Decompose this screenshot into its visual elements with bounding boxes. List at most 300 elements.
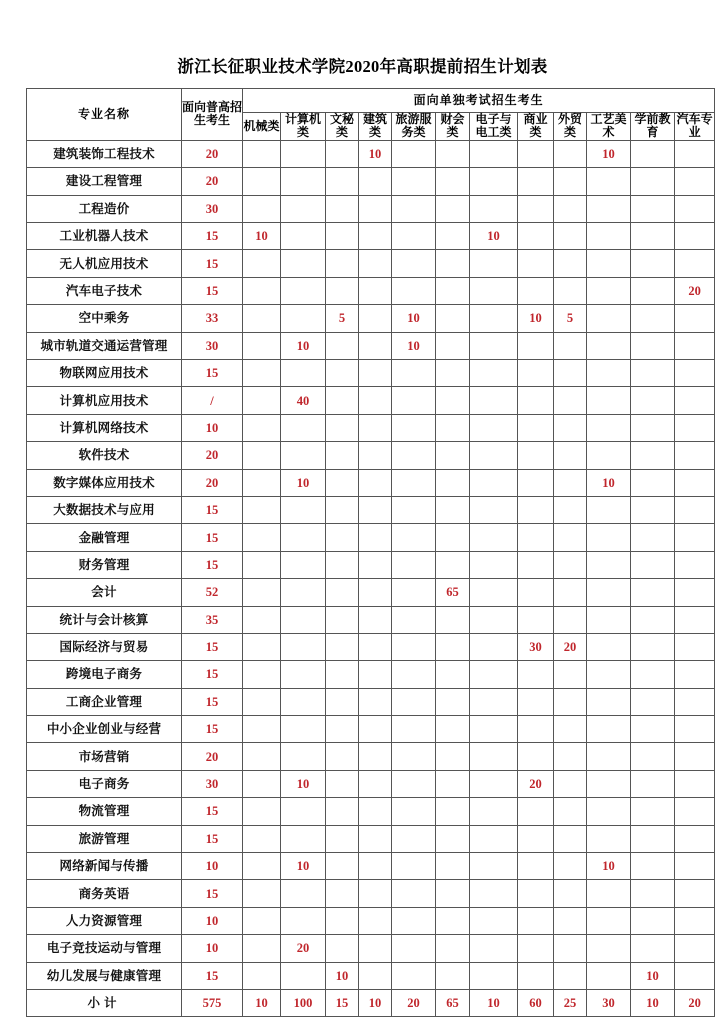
category-quota-cell: [554, 168, 587, 195]
major-name-cell: 大数据技术与应用: [27, 496, 182, 523]
category-quota-cell: [518, 716, 554, 743]
category-quota-cell: [392, 140, 436, 167]
general-admission-cell: 30: [182, 770, 243, 797]
table-body: [27, 140, 715, 1017]
category-quota-cell: [518, 442, 554, 469]
category-quota-cell: [326, 551, 359, 578]
major-name-cell: 中小企业创业与经营: [27, 716, 182, 743]
category-quota-cell: 20: [281, 935, 326, 962]
category-quota-cell: [631, 195, 675, 222]
category-quota-cell: 10: [470, 223, 518, 250]
category-quota-cell: [554, 907, 587, 934]
category-quota-cell: [359, 496, 392, 523]
major-name-cell: 物联网应用技术: [27, 360, 182, 387]
major-name-cell: 市场营销: [27, 743, 182, 770]
table-row: [27, 770, 715, 797]
table-row: [27, 880, 715, 907]
category-quota-cell: [587, 551, 631, 578]
category-quota-cell: [392, 250, 436, 277]
category-quota-cell: 5: [326, 305, 359, 332]
category-quota-cell: [470, 688, 518, 715]
category-quota-cell: [518, 469, 554, 496]
header-row-top: [27, 89, 715, 113]
category-quota-cell: [470, 825, 518, 852]
category-quota-cell: [436, 360, 470, 387]
general-admission-cell: 15: [182, 661, 243, 688]
category-quota-cell: [470, 387, 518, 414]
general-admission-cell: 15: [182, 688, 243, 715]
category-quota-cell: [392, 277, 436, 304]
category-quota-cell: [359, 195, 392, 222]
category-quota-cell: [359, 414, 392, 441]
category-quota-cell: [436, 524, 470, 551]
major-name-cell: 建设工程管理: [27, 168, 182, 195]
table-row: [27, 469, 715, 496]
category-quota-cell: [587, 907, 631, 934]
category-quota-cell: [631, 168, 675, 195]
general-admission-cell: 15: [182, 551, 243, 578]
category-quota-cell: [554, 496, 587, 523]
category-quota-cell: [359, 743, 392, 770]
general-admission-cell: 575: [182, 989, 243, 1016]
category-quota-cell: [243, 332, 281, 359]
category-quota-cell: [554, 414, 587, 441]
category-quota-cell: [392, 935, 436, 962]
category-quota-cell: [587, 962, 631, 989]
category-quota-cell: [281, 496, 326, 523]
category-quota-cell: [587, 250, 631, 277]
category-quota-cell: [470, 277, 518, 304]
category-quota-cell: [631, 743, 675, 770]
category-quota-cell: [326, 606, 359, 633]
category-quota-cell: [675, 140, 715, 167]
header-category-machinery: 机械类: [243, 113, 281, 141]
category-quota-cell: [470, 442, 518, 469]
category-quota-cell: [554, 688, 587, 715]
category-quota-cell: [631, 798, 675, 825]
category-quota-cell: [392, 853, 436, 880]
category-quota-cell: [470, 743, 518, 770]
category-quota-cell: [281, 606, 326, 633]
category-quota-cell: [470, 880, 518, 907]
header-category-foreign-trade: 外贸类: [554, 113, 587, 141]
category-quota-cell: [631, 661, 675, 688]
plan-table-wrap: [26, 88, 713, 1017]
category-quota-cell: [359, 579, 392, 606]
category-quota-cell: [631, 250, 675, 277]
category-quota-cell: [587, 414, 631, 441]
category-quota-cell: [359, 661, 392, 688]
major-name-cell: 幼儿发展与健康管理: [27, 962, 182, 989]
category-quota-cell: [359, 360, 392, 387]
category-quota-cell: 10: [359, 140, 392, 167]
category-quota-cell: 15: [326, 989, 359, 1016]
category-quota-cell: [359, 633, 392, 660]
category-quota-cell: [436, 332, 470, 359]
general-admission-cell: 15: [182, 496, 243, 523]
category-quota-cell: [587, 360, 631, 387]
category-quota-cell: [326, 223, 359, 250]
table-row: [27, 305, 715, 332]
category-quota-cell: [631, 140, 675, 167]
category-quota-cell: [436, 387, 470, 414]
category-quota-cell: [392, 496, 436, 523]
category-quota-cell: [518, 277, 554, 304]
category-quota-cell: [326, 332, 359, 359]
major-name-cell: 人力资源管理: [27, 907, 182, 934]
category-quota-cell: [281, 798, 326, 825]
general-admission-cell: 15: [182, 962, 243, 989]
category-quota-cell: 10: [587, 853, 631, 880]
category-quota-cell: [587, 743, 631, 770]
category-quota-cell: [631, 496, 675, 523]
category-quota-cell: [631, 688, 675, 715]
category-quota-cell: [392, 798, 436, 825]
category-quota-cell: [470, 579, 518, 606]
category-quota-cell: [587, 387, 631, 414]
category-quota-cell: [675, 250, 715, 277]
category-quota-cell: [392, 907, 436, 934]
category-quota-cell: [281, 716, 326, 743]
category-quota-cell: [554, 524, 587, 551]
category-quota-cell: [392, 551, 436, 578]
category-quota-cell: [392, 524, 436, 551]
table-row: [27, 524, 715, 551]
category-quota-cell: [436, 743, 470, 770]
category-quota-cell: [436, 688, 470, 715]
table-row: [27, 414, 715, 441]
category-quota-cell: [554, 551, 587, 578]
category-quota-cell: [392, 716, 436, 743]
table-row: [27, 140, 715, 167]
category-quota-cell: [281, 825, 326, 852]
category-quota-cell: [281, 579, 326, 606]
general-admission-cell: 10: [182, 414, 243, 441]
category-quota-cell: [675, 168, 715, 195]
category-quota-cell: [326, 633, 359, 660]
table-row: [27, 907, 715, 934]
major-name-cell: 跨境电子商务: [27, 661, 182, 688]
category-quota-cell: [359, 223, 392, 250]
category-quota-cell: [436, 633, 470, 660]
category-quota-cell: [631, 414, 675, 441]
category-quota-cell: [631, 277, 675, 304]
header-category-preschool: 学前教育: [631, 113, 675, 141]
general-admission-cell: 15: [182, 880, 243, 907]
category-quota-cell: [675, 524, 715, 551]
table-row: [27, 332, 715, 359]
category-quota-cell: [392, 195, 436, 222]
table-row: [27, 661, 715, 688]
category-quota-cell: [518, 387, 554, 414]
category-quota-cell: [675, 770, 715, 797]
category-quota-cell: [436, 853, 470, 880]
category-quota-cell: [587, 770, 631, 797]
category-quota-cell: 100: [281, 989, 326, 1016]
general-admission-cell: 10: [182, 935, 243, 962]
category-quota-cell: [359, 770, 392, 797]
category-quota-cell: [518, 962, 554, 989]
category-quota-cell: [243, 250, 281, 277]
category-quota-cell: [554, 770, 587, 797]
category-quota-cell: [587, 606, 631, 633]
category-quota-cell: 10: [631, 962, 675, 989]
category-quota-cell: [470, 770, 518, 797]
header-category-electronics: 电子与电工类: [470, 113, 518, 141]
table-row: [27, 277, 715, 304]
major-name-cell: 财务管理: [27, 551, 182, 578]
general-admission-cell: 52: [182, 579, 243, 606]
general-admission-cell: 20: [182, 140, 243, 167]
category-quota-cell: [243, 798, 281, 825]
category-quota-cell: [470, 360, 518, 387]
category-quota-cell: [631, 935, 675, 962]
category-quota-cell: [326, 442, 359, 469]
category-quota-cell: [326, 277, 359, 304]
category-quota-cell: [436, 305, 470, 332]
category-quota-cell: [243, 496, 281, 523]
category-quota-cell: 10: [392, 305, 436, 332]
major-name-cell: 物流管理: [27, 798, 182, 825]
category-quota-cell: [470, 716, 518, 743]
header-category-computer: 计算机类: [281, 113, 326, 141]
category-quota-cell: [470, 935, 518, 962]
major-name-cell: 电子竞技运动与管理: [27, 935, 182, 962]
category-quota-cell: [392, 414, 436, 441]
category-quota-cell: [518, 524, 554, 551]
category-quota-cell: [243, 168, 281, 195]
category-quota-cell: [518, 661, 554, 688]
category-quota-cell: [243, 305, 281, 332]
category-quota-cell: [243, 907, 281, 934]
category-quota-cell: [554, 825, 587, 852]
category-quota-cell: [392, 606, 436, 633]
table-row: [27, 195, 715, 222]
category-quota-cell: [470, 524, 518, 551]
category-quota-cell: [554, 743, 587, 770]
category-quota-cell: [518, 579, 554, 606]
category-quota-cell: [675, 606, 715, 633]
general-admission-cell: 10: [182, 853, 243, 880]
category-quota-cell: [243, 442, 281, 469]
category-quota-cell: [436, 140, 470, 167]
category-quota-cell: [518, 332, 554, 359]
category-quota-cell: 60: [518, 989, 554, 1016]
general-admission-cell: 30: [182, 332, 243, 359]
category-quota-cell: [359, 305, 392, 332]
category-quota-cell: [631, 469, 675, 496]
category-quota-cell: [631, 551, 675, 578]
category-quota-cell: [470, 798, 518, 825]
category-quota-cell: [436, 880, 470, 907]
category-quota-cell: [281, 551, 326, 578]
table-row: [27, 442, 715, 469]
category-quota-cell: 10: [281, 332, 326, 359]
category-quota-cell: [470, 962, 518, 989]
category-quota-cell: [359, 332, 392, 359]
category-quota-cell: 10: [359, 989, 392, 1016]
category-quota-cell: [281, 743, 326, 770]
category-quota-cell: [359, 551, 392, 578]
category-quota-cell: [587, 195, 631, 222]
major-name-cell: 城市轨道交通运营管理: [27, 332, 182, 359]
category-quota-cell: [326, 579, 359, 606]
general-admission-cell: 35: [182, 606, 243, 633]
major-name-cell: 数字媒体应用技术: [27, 469, 182, 496]
category-quota-cell: [243, 414, 281, 441]
major-name-cell: 空中乘务: [27, 305, 182, 332]
category-quota-cell: 10: [281, 469, 326, 496]
category-quota-cell: [281, 168, 326, 195]
category-quota-cell: [436, 716, 470, 743]
category-quota-cell: [470, 140, 518, 167]
category-quota-cell: [675, 880, 715, 907]
category-quota-cell: [518, 935, 554, 962]
category-quota-cell: [554, 880, 587, 907]
category-quota-cell: [587, 716, 631, 743]
table-row: [27, 633, 715, 660]
table-row: [27, 962, 715, 989]
category-quota-cell: 20: [675, 277, 715, 304]
category-quota-cell: [326, 770, 359, 797]
table-row: [27, 825, 715, 852]
category-quota-cell: [675, 633, 715, 660]
category-quota-cell: [243, 551, 281, 578]
category-quota-cell: 10: [243, 223, 281, 250]
category-quota-cell: [554, 798, 587, 825]
category-quota-cell: 65: [436, 579, 470, 606]
category-quota-cell: [281, 414, 326, 441]
category-quota-cell: [281, 688, 326, 715]
category-quota-cell: [675, 798, 715, 825]
category-quota-cell: [392, 168, 436, 195]
table-row: [27, 223, 715, 250]
category-quota-cell: [631, 332, 675, 359]
category-quota-cell: [631, 853, 675, 880]
general-admission-cell: 33: [182, 305, 243, 332]
header-category-commerce: 商业类: [518, 113, 554, 141]
category-quota-cell: [631, 360, 675, 387]
category-quota-cell: [675, 716, 715, 743]
category-quota-cell: [359, 469, 392, 496]
category-quota-cell: [281, 524, 326, 551]
category-quota-cell: [631, 716, 675, 743]
table-row: [27, 387, 715, 414]
header-category-secretarial: 文秘类: [326, 113, 359, 141]
category-quota-cell: 20: [518, 770, 554, 797]
general-admission-cell: 30: [182, 195, 243, 222]
category-quota-cell: [436, 250, 470, 277]
category-quota-cell: [675, 469, 715, 496]
header-category-automotive: 汽车专业: [675, 113, 715, 141]
category-quota-cell: [470, 195, 518, 222]
category-quota-cell: [436, 661, 470, 688]
table-row: [27, 935, 715, 962]
category-quota-cell: [631, 880, 675, 907]
category-quota-cell: [243, 140, 281, 167]
category-quota-cell: [243, 387, 281, 414]
category-quota-cell: [554, 661, 587, 688]
category-quota-cell: [326, 825, 359, 852]
category-quota-cell: [587, 168, 631, 195]
category-quota-cell: [587, 442, 631, 469]
category-quota-cell: [243, 770, 281, 797]
category-quota-cell: [631, 579, 675, 606]
general-admission-cell: 15: [182, 250, 243, 277]
category-quota-cell: [326, 496, 359, 523]
category-quota-cell: [392, 633, 436, 660]
category-quota-cell: [675, 360, 715, 387]
category-quota-cell: [326, 524, 359, 551]
category-quota-cell: [359, 907, 392, 934]
category-quota-cell: [392, 743, 436, 770]
category-quota-cell: 10: [587, 140, 631, 167]
category-quota-cell: [675, 743, 715, 770]
major-name-cell: 电子商务: [27, 770, 182, 797]
category-quota-cell: [587, 223, 631, 250]
category-quota-cell: [326, 688, 359, 715]
category-quota-cell: [392, 962, 436, 989]
category-quota-cell: [631, 770, 675, 797]
category-quota-cell: [392, 360, 436, 387]
category-quota-cell: [675, 579, 715, 606]
category-quota-cell: [359, 277, 392, 304]
category-quota-cell: [675, 853, 715, 880]
category-quota-cell: [436, 551, 470, 578]
category-quota-cell: [554, 250, 587, 277]
category-quota-cell: [243, 962, 281, 989]
category-quota-cell: [675, 551, 715, 578]
category-quota-cell: [326, 716, 359, 743]
category-quota-cell: [554, 853, 587, 880]
category-quota-cell: [359, 853, 392, 880]
header-single-exam-group: 面向单独考试招生考生: [243, 89, 715, 113]
general-admission-cell: 20: [182, 168, 243, 195]
category-quota-cell: [281, 880, 326, 907]
header-general-admission: 面向普高招生考生: [182, 89, 243, 141]
category-quota-cell: [470, 414, 518, 441]
table-row: [27, 168, 715, 195]
category-quota-cell: [518, 798, 554, 825]
category-quota-cell: [470, 168, 518, 195]
category-quota-cell: 10: [470, 989, 518, 1016]
header-category-arts-crafts: 工艺美术: [587, 113, 631, 141]
category-quota-cell: 30: [518, 633, 554, 660]
category-quota-cell: [436, 414, 470, 441]
category-quota-cell: [518, 414, 554, 441]
category-quota-cell: [243, 880, 281, 907]
category-quota-cell: [281, 360, 326, 387]
major-name-cell: 建筑装饰工程技术: [27, 140, 182, 167]
category-quota-cell: [436, 496, 470, 523]
category-quota-cell: [554, 360, 587, 387]
category-quota-cell: [392, 688, 436, 715]
general-admission-cell: 15: [182, 633, 243, 660]
category-quota-cell: [518, 825, 554, 852]
category-quota-cell: [631, 223, 675, 250]
category-quota-cell: [281, 962, 326, 989]
category-quota-cell: [436, 223, 470, 250]
category-quota-cell: [436, 469, 470, 496]
category-quota-cell: [392, 387, 436, 414]
category-quota-cell: [470, 853, 518, 880]
category-quota-cell: [359, 606, 392, 633]
category-quota-cell: [281, 305, 326, 332]
major-name-cell: 汽车电子技术: [27, 277, 182, 304]
general-admission-cell: 10: [182, 907, 243, 934]
general-admission-cell: 15: [182, 360, 243, 387]
major-name-cell: 计算机应用技术: [27, 387, 182, 414]
